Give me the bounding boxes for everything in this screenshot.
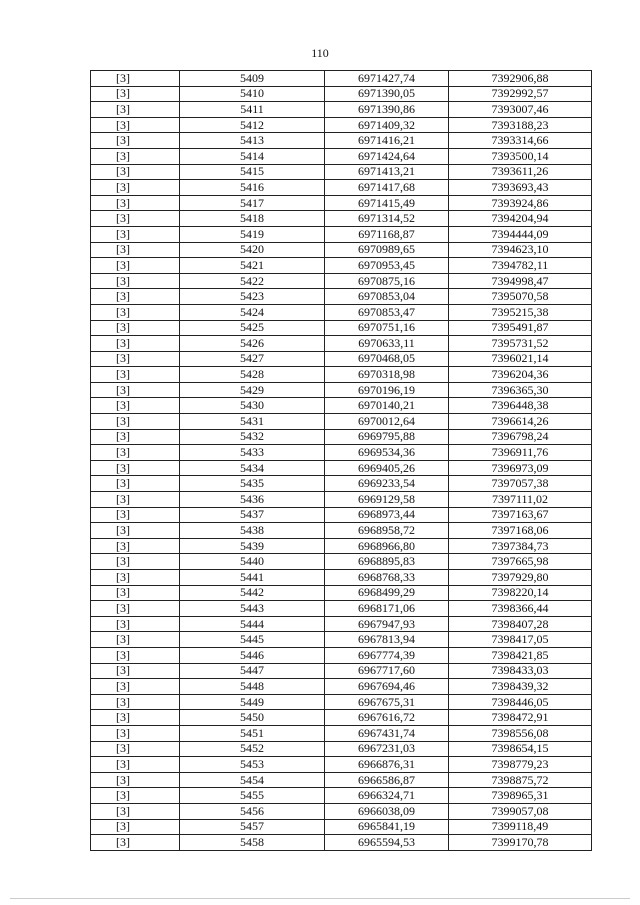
y-coordinate-cell: 7398472,91 [449,710,592,726]
table-row [91,835,592,851]
point-number-cell: 5454 [180,772,325,788]
x-coordinate-cell: 6970751,16 [325,320,449,336]
row-reference-cell: [3] [91,367,180,383]
x-coordinate-cell: 6966586,87 [325,772,449,788]
y-coordinate-cell: 7392906,88 [449,71,592,87]
table-row [91,304,592,320]
y-coordinate-cell: 7393188,23 [449,117,592,133]
table-row [91,164,592,180]
table-row [91,133,592,149]
row-reference-cell: [3] [91,429,180,445]
row-reference-cell: [3] [91,304,180,320]
row-reference-cell: [3] [91,351,180,367]
y-coordinate-cell: 7398779,23 [449,757,592,773]
y-coordinate-cell: 7396021,14 [449,351,592,367]
x-coordinate-cell: 6971314,52 [325,211,449,227]
x-coordinate-cell: 6969233,54 [325,476,449,492]
y-coordinate-cell: 7394444,09 [449,226,592,242]
point-number-cell: 5440 [180,554,325,570]
x-coordinate-cell: 6970012,64 [325,414,449,430]
x-coordinate-cell: 6970989,65 [325,242,449,258]
table-row [91,679,592,695]
y-coordinate-cell: 7395215,38 [449,304,592,320]
y-coordinate-cell: 7393314,66 [449,133,592,149]
y-coordinate-cell: 7394623,10 [449,242,592,258]
table-row [91,102,592,118]
x-coordinate-cell: 6967231,03 [325,741,449,757]
y-coordinate-cell: 7392992,57 [449,86,592,102]
row-reference-cell: [3] [91,616,180,632]
row-reference-cell: [3] [91,788,180,804]
table-row [91,429,592,445]
point-number-cell: 5453 [180,757,325,773]
point-number-cell: 5441 [180,570,325,586]
row-reference-cell: [3] [91,336,180,352]
x-coordinate-cell: 6968966,80 [325,538,449,554]
x-coordinate-cell: 6967431,74 [325,725,449,741]
x-coordinate-cell: 6966038,09 [325,803,449,819]
row-reference-cell: [3] [91,273,180,289]
point-number-cell: 5444 [180,616,325,632]
point-number-cell: 5436 [180,492,325,508]
table-row [91,117,592,133]
table-row [91,788,592,804]
table-row [91,320,592,336]
point-number-cell: 5414 [180,148,325,164]
x-coordinate-cell: 6968171,06 [325,601,449,617]
y-coordinate-cell: 7394204,94 [449,211,592,227]
y-coordinate-cell: 7396614,26 [449,414,592,430]
x-coordinate-cell: 6967675,31 [325,694,449,710]
point-number-cell: 5445 [180,632,325,648]
x-coordinate-cell: 6970468,05 [325,351,449,367]
x-coordinate-cell: 6969129,58 [325,492,449,508]
row-reference-cell: [3] [91,694,180,710]
y-coordinate-cell: 7398417,05 [449,632,592,648]
table-row [91,289,592,305]
table-row [91,601,592,617]
table-row [91,336,592,352]
row-reference-cell: [3] [91,819,180,835]
table-row [91,772,592,788]
y-coordinate-cell: 7397929,80 [449,570,592,586]
page-bottom-divider [10,898,630,899]
y-coordinate-cell: 7396798,24 [449,429,592,445]
row-reference-cell: [3] [91,710,180,726]
point-number-cell: 5409 [180,71,325,87]
table-row [91,554,592,570]
point-number-cell: 5426 [180,336,325,352]
x-coordinate-cell: 6971417,68 [325,180,449,196]
table-row [91,492,592,508]
x-coordinate-cell: 6968499,29 [325,585,449,601]
point-number-cell: 5448 [180,679,325,695]
x-coordinate-cell: 6966876,31 [325,757,449,773]
row-reference-cell: [3] [91,554,180,570]
x-coordinate-cell: 6965841,19 [325,819,449,835]
y-coordinate-cell: 7396973,09 [449,460,592,476]
y-coordinate-cell: 7398433,03 [449,663,592,679]
row-reference-cell: [3] [91,507,180,523]
row-reference-cell: [3] [91,320,180,336]
table-row [91,757,592,773]
point-number-cell: 5435 [180,476,325,492]
table-row [91,616,592,632]
x-coordinate-cell: 6970953,45 [325,258,449,274]
row-reference-cell: [3] [91,102,180,118]
y-coordinate-cell: 7398875,72 [449,772,592,788]
y-coordinate-cell: 7399057,08 [449,803,592,819]
x-coordinate-cell: 6971415,49 [325,195,449,211]
point-number-cell: 5432 [180,429,325,445]
table-row [91,86,592,102]
point-number-cell: 5449 [180,694,325,710]
row-reference-cell: [3] [91,757,180,773]
x-coordinate-cell: 6968895,83 [325,554,449,570]
x-coordinate-cell: 6967694,46 [325,679,449,695]
row-reference-cell: [3] [91,289,180,305]
point-number-cell: 5417 [180,195,325,211]
y-coordinate-cell: 7396365,30 [449,382,592,398]
table-row [91,445,592,461]
table-row [91,148,592,164]
y-coordinate-cell: 7396448,38 [449,398,592,414]
y-coordinate-cell: 7395070,58 [449,289,592,305]
table-row [91,523,592,539]
row-reference-cell: [3] [91,772,180,788]
table-row [91,663,592,679]
x-coordinate-cell: 6967616,72 [325,710,449,726]
table-row [91,460,592,476]
point-number-cell: 5431 [180,414,325,430]
row-reference-cell: [3] [91,117,180,133]
table-row [91,258,592,274]
x-coordinate-cell: 6971424,64 [325,148,449,164]
table-row [91,507,592,523]
x-coordinate-cell: 6971168,87 [325,226,449,242]
point-number-cell: 5420 [180,242,325,258]
point-number-cell: 5437 [180,507,325,523]
row-reference-cell: [3] [91,538,180,554]
table-row [91,710,592,726]
point-number-cell: 5447 [180,663,325,679]
y-coordinate-cell: 7398220,14 [449,585,592,601]
table-row [91,803,592,819]
point-number-cell: 5442 [180,585,325,601]
y-coordinate-cell: 7398439,32 [449,679,592,695]
y-coordinate-cell: 7394782,11 [449,258,592,274]
point-number-cell: 5434 [180,460,325,476]
row-reference-cell: [3] [91,414,180,430]
row-reference-cell: [3] [91,647,180,663]
row-reference-cell: [3] [91,460,180,476]
point-number-cell: 5443 [180,601,325,617]
row-reference-cell: [3] [91,180,180,196]
table-row [91,538,592,554]
y-coordinate-cell: 7398366,44 [449,601,592,617]
y-coordinate-cell: 7397057,38 [449,476,592,492]
row-reference-cell: [3] [91,570,180,586]
x-coordinate-cell: 6967947,93 [325,616,449,632]
row-reference-cell: [3] [91,523,180,539]
point-number-cell: 5422 [180,273,325,289]
point-number-cell: 5419 [180,226,325,242]
x-coordinate-cell: 6969534,36 [325,445,449,461]
y-coordinate-cell: 7396911,76 [449,445,592,461]
point-number-cell: 5429 [180,382,325,398]
point-number-cell: 5428 [180,367,325,383]
y-coordinate-cell: 7397384,73 [449,538,592,554]
table-row [91,647,592,663]
y-coordinate-cell: 7393007,46 [449,102,592,118]
point-number-cell: 5413 [180,133,325,149]
x-coordinate-cell: 6967717,60 [325,663,449,679]
point-number-cell: 5439 [180,538,325,554]
table-row [91,273,592,289]
x-coordinate-cell: 6970853,04 [325,289,449,305]
row-reference-cell: [3] [91,382,180,398]
x-coordinate-cell: 6971416,21 [325,133,449,149]
point-number-cell: 5433 [180,445,325,461]
point-number-cell: 5412 [180,117,325,133]
point-number-cell: 5452 [180,741,325,757]
table-row [91,367,592,383]
row-reference-cell: [3] [91,242,180,258]
table-row [91,351,592,367]
point-number-cell: 5423 [180,289,325,305]
row-reference-cell: [3] [91,741,180,757]
row-reference-cell: [3] [91,258,180,274]
coordinates-table-body [91,71,592,851]
x-coordinate-cell: 6971409,32 [325,117,449,133]
y-coordinate-cell: 7398407,28 [449,616,592,632]
row-reference-cell: [3] [91,632,180,648]
row-reference-cell: [3] [91,663,180,679]
row-reference-cell: [3] [91,71,180,87]
point-number-cell: 5456 [180,803,325,819]
row-reference-cell: [3] [91,725,180,741]
x-coordinate-cell: 6968768,33 [325,570,449,586]
row-reference-cell: [3] [91,835,180,851]
y-coordinate-cell: 7399118,49 [449,819,592,835]
row-reference-cell: [3] [91,195,180,211]
point-number-cell: 5451 [180,725,325,741]
x-coordinate-cell: 6967774,39 [325,647,449,663]
table-row [91,71,592,87]
table-row [91,398,592,414]
point-number-cell: 5410 [180,86,325,102]
y-coordinate-cell: 7397665,98 [449,554,592,570]
x-coordinate-cell: 6970318,98 [325,367,449,383]
y-coordinate-cell: 7396204,36 [449,367,592,383]
table-row [91,476,592,492]
y-coordinate-cell: 7397111,02 [449,492,592,508]
row-reference-cell: [3] [91,133,180,149]
table-row [91,741,592,757]
y-coordinate-cell: 7395731,52 [449,336,592,352]
point-number-cell: 5411 [180,102,325,118]
point-number-cell: 5438 [180,523,325,539]
row-reference-cell: [3] [91,445,180,461]
y-coordinate-cell: 7393924,86 [449,195,592,211]
point-number-cell: 5427 [180,351,325,367]
point-number-cell: 5458 [180,835,325,851]
table-row [91,226,592,242]
point-number-cell: 5418 [180,211,325,227]
x-coordinate-cell: 6971413,21 [325,164,449,180]
coordinates-table [90,70,592,851]
point-number-cell: 5455 [180,788,325,804]
table-row [91,694,592,710]
table-row [91,382,592,398]
row-reference-cell: [3] [91,148,180,164]
table-row [91,242,592,258]
x-coordinate-cell: 6965594,53 [325,835,449,851]
x-coordinate-cell: 6967813,94 [325,632,449,648]
row-reference-cell: [3] [91,164,180,180]
row-reference-cell: [3] [91,211,180,227]
row-reference-cell: [3] [91,226,180,242]
x-coordinate-cell: 6970140,21 [325,398,449,414]
point-number-cell: 5457 [180,819,325,835]
y-coordinate-cell: 7393693,43 [449,180,592,196]
row-reference-cell: [3] [91,398,180,414]
x-coordinate-cell: 6966324,71 [325,788,449,804]
y-coordinate-cell: 7398556,08 [449,725,592,741]
y-coordinate-cell: 7398965,31 [449,788,592,804]
x-coordinate-cell: 6970196,19 [325,382,449,398]
table-row [91,725,592,741]
y-coordinate-cell: 7395491,87 [449,320,592,336]
row-reference-cell: [3] [91,601,180,617]
x-coordinate-cell: 6971427,74 [325,71,449,87]
row-reference-cell: [3] [91,86,180,102]
table-row [91,632,592,648]
y-coordinate-cell: 7397163,67 [449,507,592,523]
table-row [91,570,592,586]
row-reference-cell: [3] [91,492,180,508]
y-coordinate-cell: 7399170,78 [449,835,592,851]
x-coordinate-cell: 6970633,11 [325,336,449,352]
page-number: 110 [311,46,329,60]
table-row [91,180,592,196]
y-coordinate-cell: 7398421,85 [449,647,592,663]
x-coordinate-cell: 6968973,44 [325,507,449,523]
table-row [91,819,592,835]
point-number-cell: 5421 [180,258,325,274]
y-coordinate-cell: 7397168,06 [449,523,592,539]
row-reference-cell: [3] [91,679,180,695]
y-coordinate-cell: 7393500,14 [449,148,592,164]
point-number-cell: 5416 [180,180,325,196]
y-coordinate-cell: 7394998,47 [449,273,592,289]
x-coordinate-cell: 6968958,72 [325,523,449,539]
table-row [91,195,592,211]
y-coordinate-cell: 7398446,05 [449,694,592,710]
point-number-cell: 5424 [180,304,325,320]
point-number-cell: 5430 [180,398,325,414]
x-coordinate-cell: 6971390,05 [325,86,449,102]
y-coordinate-cell: 7398654,15 [449,741,592,757]
x-coordinate-cell: 6969405,26 [325,460,449,476]
y-coordinate-cell: 7393611,26 [449,164,592,180]
table-row [91,211,592,227]
x-coordinate-cell: 6970853,47 [325,304,449,320]
table-row [91,585,592,601]
x-coordinate-cell: 6969795,88 [325,429,449,445]
row-reference-cell: [3] [91,803,180,819]
row-reference-cell: [3] [91,585,180,601]
x-coordinate-cell: 6970875,16 [325,273,449,289]
row-reference-cell: [3] [91,476,180,492]
point-number-cell: 5450 [180,710,325,726]
x-coordinate-cell: 6971390,86 [325,102,449,118]
table-row [91,414,592,430]
point-number-cell: 5446 [180,647,325,663]
point-number-cell: 5425 [180,320,325,336]
point-number-cell: 5415 [180,164,325,180]
